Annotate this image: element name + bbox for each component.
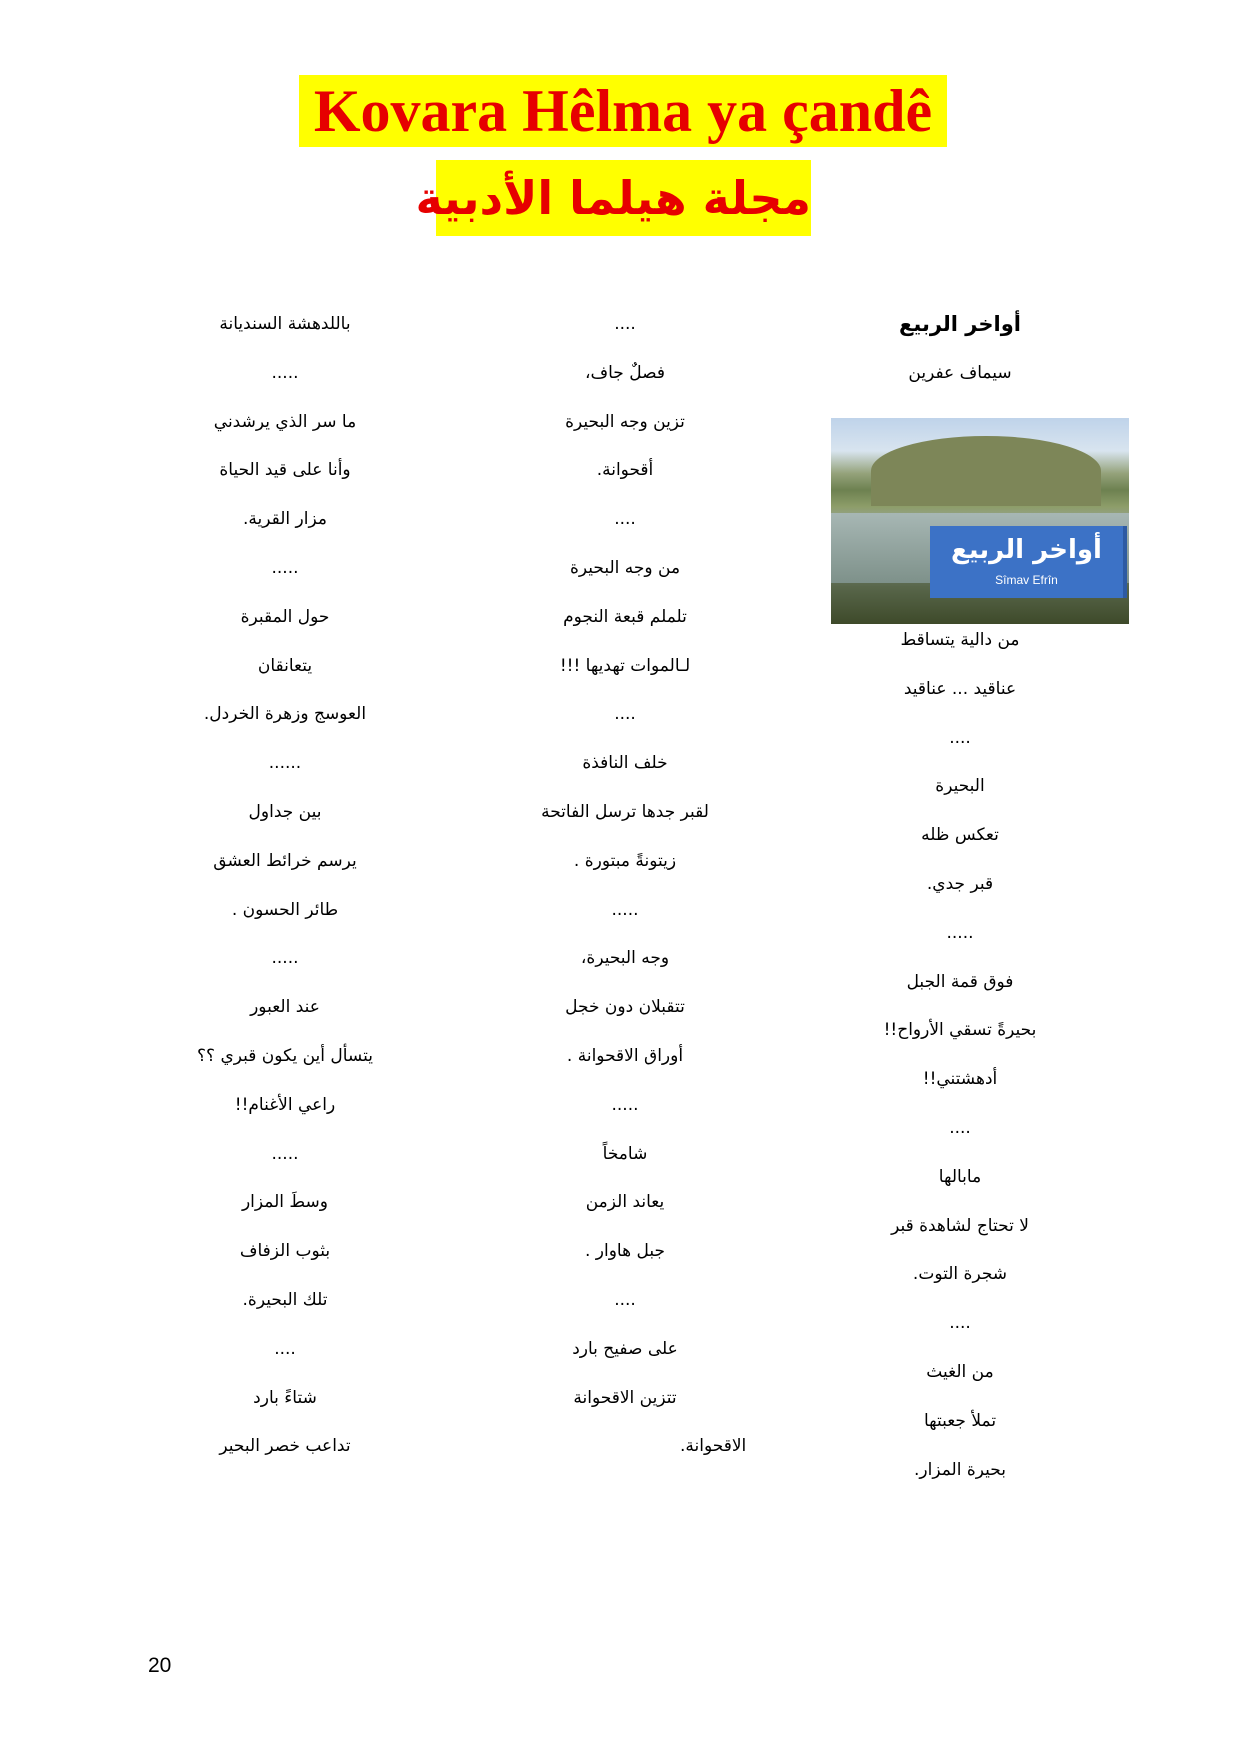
poem-line: ..... xyxy=(611,1094,639,1115)
poem-line: جبل هاوار . xyxy=(584,1241,665,1262)
poem-line: بين جداول xyxy=(248,801,322,822)
poem-line: ..... xyxy=(946,922,974,943)
magazine-title-latin: Kovara Hêlma ya çandê xyxy=(299,75,947,147)
photo-banner-subtitle: Sîmav Efrîn xyxy=(995,573,1058,587)
poem-line: زيتونةً مبتورة . xyxy=(573,850,677,871)
poem-line: ..... xyxy=(611,899,639,920)
poem-line: تعكس ظله xyxy=(921,825,999,846)
poem-line: وأنا على قيد الحياة xyxy=(219,460,351,481)
poem-line: يرسم خرائط العشق xyxy=(213,850,357,871)
photo-hill xyxy=(871,436,1101,506)
poem-line: ما سر الذي يرشدني xyxy=(213,411,357,432)
poem-line: من وجه البحيرة xyxy=(569,557,681,578)
poem-line: .... xyxy=(949,1117,971,1138)
poem-line: .... xyxy=(614,704,636,725)
poem-line: ..... xyxy=(271,948,299,969)
poem-line: العوسج وزهرة الخردل. xyxy=(203,704,367,725)
poem-title: أواخر الربيع xyxy=(899,312,1021,336)
poem-line: فصلٌ جاف، xyxy=(585,362,665,383)
poem-line: .... xyxy=(949,1313,971,1334)
poem-line: أوراق الاقحوانة . xyxy=(566,1045,684,1066)
poem-line: بثوب الزفاف xyxy=(239,1241,331,1262)
poem-line: تزين وجه البحيرة xyxy=(565,411,685,432)
photo-banner-title: أواخر الربيع xyxy=(951,535,1102,565)
poem-line: .... xyxy=(274,1338,296,1359)
poem-photo xyxy=(831,418,1129,624)
poem-line: الاقحوانة. xyxy=(680,1436,747,1457)
poem-line: تتقبلان دون خجل xyxy=(565,997,685,1018)
magazine-title-arabic: مجلة هيلما الأدبية xyxy=(436,160,811,236)
poem-line: بحيرة المزار. xyxy=(914,1459,1006,1480)
poem-line: باللدهشة السنديانة xyxy=(219,314,351,334)
poem-line: قبر جدي. xyxy=(926,873,994,894)
poem-line: فوق قمة الجبل xyxy=(906,971,1014,992)
poem-line: ..... xyxy=(271,362,299,383)
poem-line: ..... xyxy=(271,1143,299,1164)
poem-line: تلك البحيرة. xyxy=(242,1289,328,1310)
poem-line: من دالية يتساقط xyxy=(900,630,1020,650)
poem-column-left xyxy=(160,300,410,1471)
poem-line: ..... xyxy=(271,557,299,578)
poem-line: وسطَ المزار xyxy=(241,1192,329,1213)
poem-line: شتاءً بارد xyxy=(253,1387,317,1408)
poem-line: لا تحتاج لشاهدة قبر xyxy=(891,1215,1029,1236)
poem-line: يتسأل أين يكون قبري ؟؟ xyxy=(197,1045,373,1066)
poem-line: تتزين الاقحوانة xyxy=(573,1387,677,1408)
poem-line: يعاند الزمن xyxy=(585,1192,665,1213)
poem-line: أقحوانة. xyxy=(596,460,654,481)
poem-column-middle xyxy=(500,300,750,1471)
poem-line: .... xyxy=(614,1289,636,1310)
poem-line: .... xyxy=(949,727,971,748)
poem-heading xyxy=(830,300,1090,398)
poem-line: عند العبور xyxy=(250,997,320,1018)
poem-line: طائر الحسون . xyxy=(231,899,339,920)
poem-line: يتعانقان xyxy=(257,655,313,676)
poem-line: .... xyxy=(614,314,636,334)
poem-line: شجرة التوت. xyxy=(912,1264,1008,1285)
poem-line: البحيرة xyxy=(935,776,985,797)
poem-line: راعي الأغنام!! xyxy=(234,1094,336,1115)
poem-line: لـالموات تهديها !!! xyxy=(559,655,691,676)
poem-line: .... xyxy=(614,509,636,530)
poem-line: مزار القرية. xyxy=(243,509,327,530)
poem-line: عناقيد ... عناقيد xyxy=(903,678,1017,699)
poem-line: حول المقبرة xyxy=(240,606,330,627)
poem-line: تملأ جعبتها xyxy=(923,1410,997,1431)
poem-column-right xyxy=(830,616,1090,1494)
poem-line: لقبر جدها ترسل الفاتحة xyxy=(541,801,709,822)
poem-line: بحيرةً تسقي الأرواح!! xyxy=(883,1020,1037,1041)
poem-line: ...... xyxy=(268,753,302,774)
poem-line: مابالها xyxy=(938,1166,982,1187)
poem-line: من الغيث xyxy=(926,1361,994,1382)
poem-line: شامخاً xyxy=(602,1143,648,1164)
poem-line: خلف النافذة xyxy=(582,753,668,774)
poem-line: تداعب خصر البحير xyxy=(219,1436,351,1457)
photo-banner xyxy=(930,526,1123,598)
poem-author: سيماف عفرين xyxy=(908,362,1012,383)
poem-line: على صفيح بارد xyxy=(572,1338,678,1359)
poem-line: وجه البحيرة، xyxy=(580,948,670,969)
page-number: 20 xyxy=(148,1654,172,1677)
poem-line: تلملم قبعة النجوم xyxy=(563,606,687,627)
poem-line: أدهشتني!! xyxy=(922,1069,998,1090)
